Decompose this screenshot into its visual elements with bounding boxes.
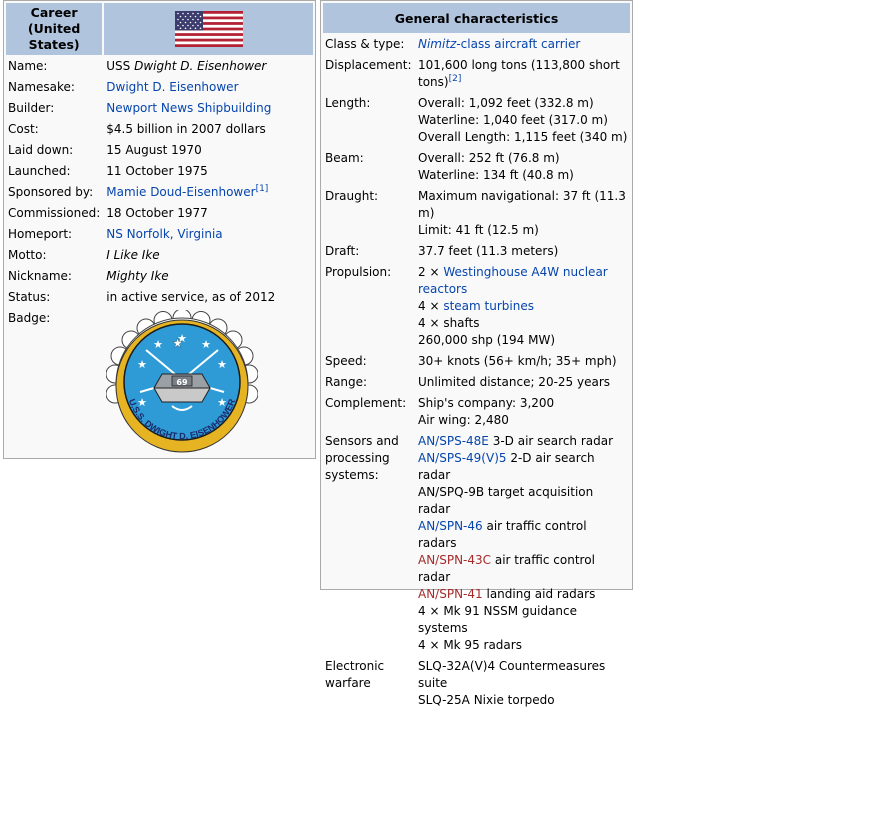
row-electronic-warfare: Electronic warfare SLQ-32A(V)4 Countermeasures suite SLQ-25A Nixie torpedo (325, 659, 606, 707)
badge-hull-number: 69 (176, 378, 188, 387)
row-cost: Cost: $4.5 billion in 2007 dollars (8, 122, 266, 136)
us-flag-icon (175, 11, 243, 47)
row-class-type: Class & type: Nimitz-class aircraft carrier (325, 37, 581, 51)
row-complement: Complement: Ship's company: 3,200 Air wing: 2,480 (325, 396, 555, 427)
row-draft: Draft: 37.7 feet (11.3 meters) (325, 244, 559, 258)
reactor-link[interactable]: Westinghouse A4W nuclear reactors (418, 265, 608, 296)
badge-ring-text: U.S.S. DWIGHT D. EISENHOWER (127, 397, 238, 442)
ref-1-link[interactable]: [1] (255, 184, 269, 194)
row-commissioned: Commissioned: 18 October 1977 (8, 206, 208, 220)
spn-41-link[interactable]: AN/SPN-41 (418, 587, 483, 601)
row-launched: Launched: 11 October 1975 (8, 164, 208, 178)
row-displacement: Displacement: 101,600 long tons (113,800 short tons)[2] (325, 58, 620, 89)
row-motto: Motto: I Like Ike (8, 248, 160, 262)
row-sensors: Sensors and processing systems: AN/SPS-48E 3-D air search radar AN/SPS-49(V)5 2-D air search radar AN/SPQ-9B target acquisition radar AN/SPN-46 air traffic control radars AN/SPN-43C air traffic control radar AN/SPN-41 landing aid radars 4 × Mk 91 NSSM guidance systems 4 × Mk 95 radars (325, 434, 614, 652)
svg-text:★: ★ (177, 332, 188, 345)
row-range: Range: Unlimited distance; 20-25 years (325, 375, 611, 389)
svg-text:★: ★ (137, 396, 148, 409)
row-draught: Draught: Maximum navigational: 37 ft (11.3 m) Limit: 41 ft (12.5 m) (325, 189, 626, 237)
builder-link[interactable]: Newport News Shipbuilding (106, 101, 272, 115)
row-sponsored: Sponsored by: Mamie Doud-Eisenhower[1] (8, 184, 269, 199)
row-length: Length: Overall: 1,092 feet (332.8 m) Waterline: 1,040 feet (317.0 m) Overall Length: 1,115 feet (340 m) (325, 96, 628, 144)
svg-text:★: ★ (201, 338, 212, 351)
row-speed: Speed: 30+ knots (56+ km/h; 35+ mph) (325, 354, 617, 368)
ref-2-link[interactable]: [2] (448, 74, 462, 84)
row-propulsion: Propulsion: 2 × Westinghouse A4W nuclear reactors 4 × steam turbines 4 × shafts 260,000 shp (194 MW) (325, 265, 608, 347)
ship-badge-icon[interactable] (106, 310, 258, 462)
sps-49-link[interactable]: AN/SPS-49(V)5 (418, 451, 507, 465)
row-beam: Beam: Overall: 252 ft (76.8 m) Waterline: 134 ft (40.8 m) (325, 151, 574, 182)
spn-46-link[interactable]: AN/SPN-46 (418, 519, 483, 533)
ship-name: Dwight D. Eisenhower (134, 59, 267, 73)
general-infobox (320, 0, 633, 707)
row-namesake: Namesake: Dwight D. Eisenhower (8, 80, 239, 94)
svg-text:★: ★ (217, 358, 228, 371)
flag-cell (104, 3, 313, 55)
row-name: Name: USS Dwight D. Eisenhower (8, 59, 267, 73)
general-header: General characteristics (323, 3, 630, 33)
steam-turbines-link[interactable]: steam turbines (443, 299, 534, 313)
sponsor-link[interactable]: Mamie Doud-Eisenhower (106, 185, 256, 199)
career-header: Career (United States) (6, 3, 102, 55)
row-nickname: Nickname: Mighty Ike (8, 269, 169, 283)
row-status: Status: in active service, as of 2012 (8, 290, 276, 304)
svg-text:★: ★ (217, 396, 228, 409)
namesake-link[interactable]: Dwight D. Eisenhower (106, 80, 239, 94)
svg-text:★: ★ (153, 338, 164, 351)
career-infobox (3, 0, 316, 459)
row-homeport: Homeport: NS Norfolk, Virginia (8, 227, 223, 241)
row-builder: Builder: Newport News Shipbuilding (8, 101, 272, 115)
svg-text:★: ★ (137, 358, 148, 371)
row-badge: Badge: U.S.S. DWIGHT D. EISENHOWER ★ ★ ★ ★ ★ ★ ★ 69 (6, 309, 313, 463)
row-laid-down: Laid down: 15 August 1970 (8, 143, 202, 157)
class-link[interactable]: Nimitz-class aircraft carrier (418, 37, 581, 51)
spn-43c-link[interactable]: AN/SPN-43C (418, 553, 492, 567)
sps-48e-link[interactable]: AN/SPS-48E (418, 434, 489, 448)
homeport-link[interactable]: NS Norfolk, Virginia (106, 227, 223, 241)
